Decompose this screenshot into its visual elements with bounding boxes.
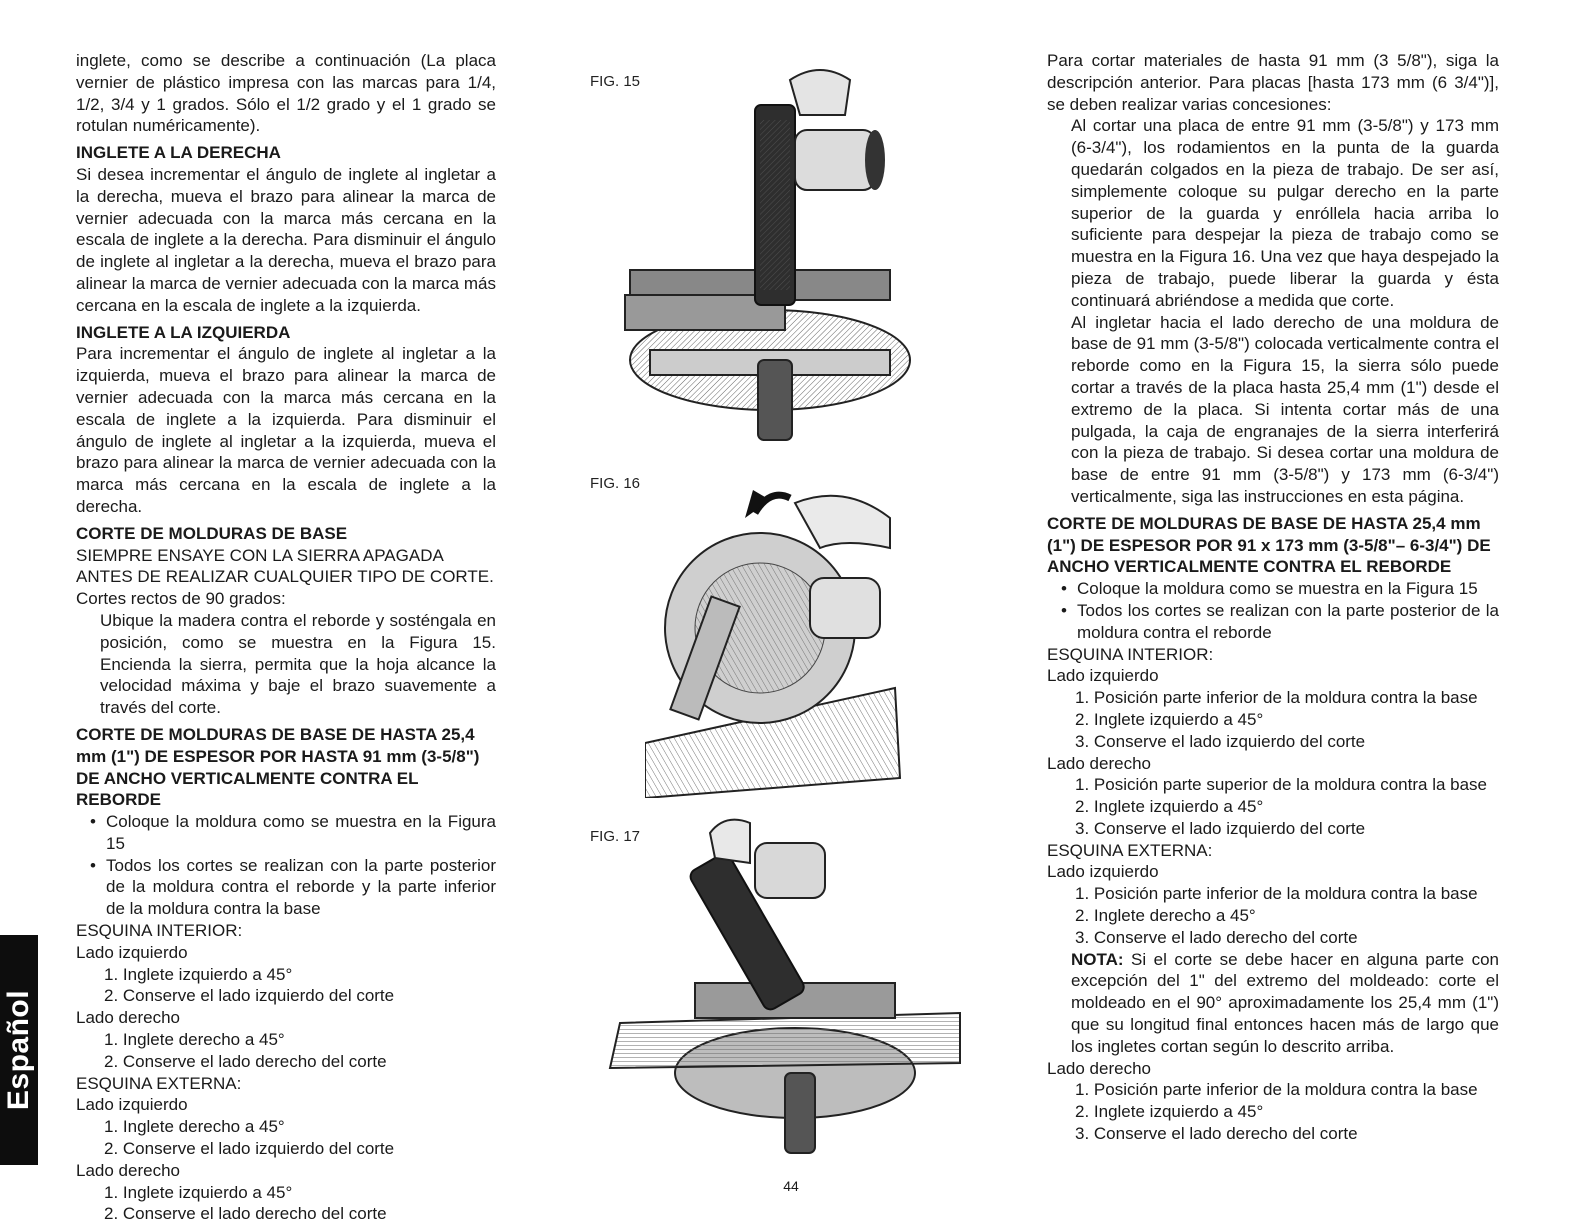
fig-17-label: FIG. 17 bbox=[590, 828, 641, 845]
list-item: Lado izquierdo bbox=[76, 942, 188, 962]
list-item: ESQUINA INTERIOR: bbox=[76, 921, 243, 941]
list-item: 1. Inglete izquierdo a 45° bbox=[104, 964, 293, 984]
list-item: Lado izquierdo bbox=[1047, 666, 1159, 686]
list-item: 2. Conserve el lado derecho del corte bbox=[104, 1051, 387, 1071]
warning-text: SIEMPRE ENSAYE CON LA SIERRA APAGADA ANTES DE REALIZAR CUALQUIER TIPO DE CORTE. bbox=[76, 545, 494, 587]
paragraph-ingletar: Al ingletar hacia el lado derecho de una moldura de base de 91 mm (3-5/8") colocada verticalmente contra el reborde como en la Figura 15, la sierra sólo puede cortar a través de la placa hasta 25,4 mm (1") desde el extremo de la placa. Si intenta cortar más de una pulgada, la caja de engranajes de la sierra interferirá con la pieza de trabajo. Si desea cortar una moldura de base de entre 91 mm (3-5/8") y 173 mm (6-3/4") verticalmente, siga las instrucciones en esta página. bbox=[1071, 312, 1499, 506]
intro-paragraph-right: Para cortar materiales de hasta 91 mm (3 5/8"), siga la descripción anterior. Para placas [hasta 173 mm (6 3/4")], se deben realizar varias concesiones: bbox=[1047, 51, 1499, 114]
list-item: 2. Conserve el lado derecho del corte bbox=[104, 1204, 387, 1224]
list-item: • Todos los cortes se realizan con la parte posterior de la moldura contra el reborde bbox=[1047, 600, 1499, 644]
paragraph-placa: Al cortar una placa de entre 91 mm (3-5/8") y 173 mm (6-3/4"), los rodamientos en la punta de la guarda quedarán colgados en la pieza de trabajo. De ser así, simplemente coloque su pulgar derecho en la parte superior de la guarda y enróllela hacia arriba lo suficiente para despejar la pieza de trabajo como se muestra en la Figura 16. Una vez que haya despejado la pieza de trabajo, puede liberar la guarda y ésta continuará abriéndose a medida que corte. bbox=[1071, 116, 1499, 310]
bullet-list-right bbox=[1047, 578, 1499, 643]
heading-inglete-derecha: INGLETE A LA DERECHA bbox=[76, 143, 281, 163]
right-column bbox=[1047, 50, 1499, 1145]
intro-paragraph: inglete, como se describe a continuación (La placa vernier de plástico impresa con las marcas para 1/4, 1/2, 3/4 y 1 grados. Sólo el 1/2 grado y el 1 grado se rotulan numéricamente). bbox=[76, 51, 496, 136]
list-item: 3. Conserve el lado izquierdo del corte bbox=[1075, 731, 1366, 751]
list-item: 3. Conserve el lado izquierdo del corte bbox=[1075, 818, 1366, 838]
list-item: ESQUINA EXTERNA: bbox=[76, 1073, 242, 1093]
list-item: 1. Posición parte inferior de la moldura contra la base bbox=[1075, 1080, 1478, 1100]
language-side-tab bbox=[0, 935, 38, 1165]
list-item: 2. Inglete derecho a 45° bbox=[1075, 906, 1256, 926]
list-item: 1. Posición parte inferior de la moldura contra la base bbox=[1075, 884, 1478, 904]
list-item: 3. Conserve el lado derecho del corte bbox=[1075, 927, 1358, 947]
heading-inglete-izquierda: INGLETE A LA IZQUIERDA bbox=[76, 322, 291, 342]
list-item: 1. Posición parte inferior de la moldura contra la base bbox=[1075, 688, 1478, 708]
fig-15-miter-saw-illustration bbox=[620, 60, 920, 445]
list-item: Lado derecho bbox=[76, 1160, 180, 1180]
nota-label: NOTA: bbox=[1071, 949, 1124, 969]
list-item: • Todos los cortes se realizan con la parte posterior de la moldura contra el reborde y la parte inferior de la moldura contra la base bbox=[76, 855, 496, 920]
nota-paragraph bbox=[1047, 949, 1499, 1058]
cut-steps-right-b bbox=[1047, 1058, 1499, 1145]
fig-16-guard-lift-illustration bbox=[645, 478, 910, 798]
page-number: 44 bbox=[783, 1178, 799, 1194]
list-item: • Coloque la moldura como se muestra en la Figura 15 bbox=[76, 811, 496, 855]
side-tab-label: Español bbox=[2, 989, 36, 1111]
fig-15-label: FIG. 15 bbox=[590, 73, 641, 90]
list-item: ESQUINA INTERIOR: bbox=[1047, 644, 1214, 664]
list-item: ESQUINA EXTERNA: bbox=[1047, 840, 1213, 860]
heading-corte-molduras: CORTE DE MOLDURAS DE BASE bbox=[76, 523, 348, 543]
nota-text: Si el corte se debe hacer en alguna parte con excepción del 1" del extremo del moldeado: corte el moldeado en el 90° aproximadamente los 25,4 mm (1") que su longitud final entonces hacen más de largo que los ingletes cortan según lo descrito arriba. bbox=[1071, 949, 1499, 1056]
list-item: Lado derecho bbox=[76, 1008, 180, 1028]
left-column bbox=[76, 50, 496, 1225]
bullet-list-left bbox=[76, 811, 496, 920]
cortes-label: Cortes rectos de 90 grados: bbox=[76, 589, 286, 609]
cut-steps-right bbox=[1047, 644, 1499, 949]
list-item: 2. Inglete izquierdo a 45° bbox=[1075, 709, 1264, 729]
list-item: 1. Inglete derecho a 45° bbox=[104, 1030, 285, 1050]
list-item: Lado derecho bbox=[1047, 753, 1151, 773]
paragraph-inglete-izquierda: Para incrementar el ángulo de inglete al ingletar a la izquierda, mueva el brazo para alinear la marca de vernier adecuada con la marca más cercana en la escala de inglete a la izquierda. Para disminuir el ángulo de inglete al ingletar a la izquierda, mueva el brazo para alinear la marca de vernier adecuada con la marca más cercana en la escala de inglete a la derecha. bbox=[76, 344, 496, 516]
list-item: Lado izquierdo bbox=[76, 1095, 188, 1115]
list-item: 1. Posición parte superior de la moldura contra la base bbox=[1075, 775, 1488, 795]
list-item: 2. Conserve el lado izquierdo del corte bbox=[104, 986, 395, 1006]
list-item: 1. Inglete derecho a 45° bbox=[104, 1117, 285, 1137]
list-item: • Coloque la moldura como se muestra en la Figura 15 bbox=[1047, 578, 1499, 600]
list-item: 1. Inglete izquierdo a 45° bbox=[104, 1182, 293, 1202]
list-item: Lado izquierdo bbox=[1047, 862, 1159, 882]
fig-16-label: FIG. 16 bbox=[590, 475, 641, 492]
ubique-paragraph: Ubique la madera contra el reborde y sosténgala en posición, como se muestra en la Figura 15. Encienda la sierra, permita que la hoja alcance la velocidad máxima y baje el brazo suavemente a través del corte. bbox=[100, 610, 496, 718]
list-item: Lado derecho bbox=[1047, 1058, 1151, 1078]
list-item: 2. Inglete izquierdo a 45° bbox=[1075, 797, 1264, 817]
list-item: 2. Inglete izquierdo a 45° bbox=[1075, 1102, 1264, 1122]
list-item: 3. Conserve el lado derecho del corte bbox=[1075, 1124, 1358, 1144]
heading-section-right: CORTE DE MOLDURAS DE BASE DE HASTA 25,4 mm (1") DE ESPESOR POR 91 x 173 mm (3-5/8"– 6-3/4") DE ANCHO VERTICALMENTE CONTRA EL REBORDE bbox=[1047, 513, 1491, 577]
list-item: 2. Conserve el lado izquierdo del corte bbox=[104, 1139, 395, 1159]
heading-section-left: CORTE DE MOLDURAS DE BASE DE HASTA 25,4 mm (1") DE ESPESOR POR HASTA 91 mm (3-5/8") DE ANCHO VERTICALMENTE CONTRA EL REBORDE bbox=[76, 724, 480, 810]
paragraph-inglete-derecha: Si desea incrementar el ángulo de inglete al ingletar a la derecha, mueva el brazo para alinear la marca de vernier adecuada con la marca más cercana en la escala de inglete a la derecha. Para disminuir el ángulo de inglete al ingletar a la derecha, mueva el brazo para alinear la marca de vernier adecuada con la marca más cercana en la escala de inglete a la izquierda. bbox=[76, 164, 496, 315]
fig-17-angled-saw-illustration bbox=[605, 813, 965, 1158]
